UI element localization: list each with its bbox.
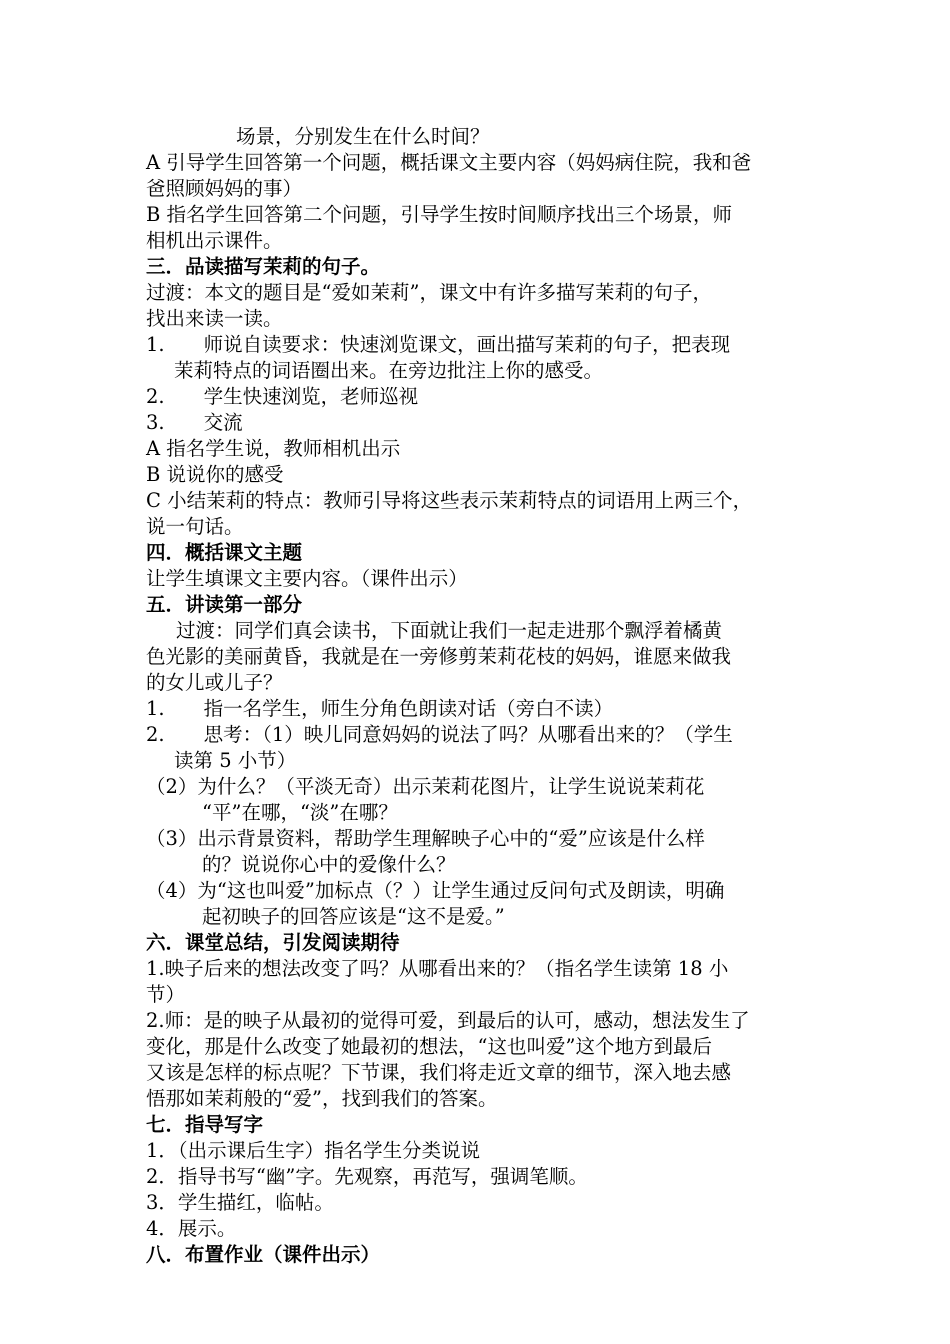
list-item: 1. 师说自读要求：快速浏览课文，画出描写茉莉的句子，把表现 [146, 333, 731, 356]
text-line: 2.师：是的映子从最初的觉得可爱，到最后的认可，感动，想法发生了 [146, 1009, 750, 1032]
text-line: 变化，那是什么改变了她最初的想法，“这也叫爱”这个地方到最后 [146, 1035, 712, 1058]
list-item: 3. 交流 [146, 411, 243, 434]
list-item: 4．展示。 [146, 1217, 237, 1240]
list-item: 2. 思考：（1）映儿同意妈妈的说法了吗？从哪看出来的？（学生 [146, 723, 733, 746]
text-line: 让学生填课文主要内容。（课件出示） [146, 567, 468, 590]
text-line: 起初映子的回答应该是“这不是爱。” [202, 905, 505, 928]
text-line: 相机出示课件。 [146, 229, 283, 252]
text-line: （2）为什么？（平淡无奇）出示茉莉花图片，让学生说说茉莉花 [146, 775, 705, 798]
section-heading: 六．课堂总结，引发阅读期待 [146, 931, 400, 954]
text-line: （4）为“这也叫爱”加标点（？）让学生通过反问句式及朗读，明确 [146, 879, 725, 902]
text-line: 又该是怎样的标点呢？下节课，我们将走近文章的细节，深入地去感 [146, 1061, 732, 1084]
text-line: 悟那如茉莉般的“爱”，找到我们的答案。 [146, 1087, 498, 1110]
text-line: 过渡：本文的题目是“爱如茉莉”，课文中有许多描写茉莉的句子， [146, 281, 712, 304]
section-heading: 五．讲读第一部分 [146, 593, 303, 616]
section-heading: 八．布置作业（课件出示） [146, 1243, 381, 1266]
text-line: 的？说说你心中的爱像什么？ [202, 853, 456, 876]
text-line: C 小结茉莉的特点：教师引导将这些表示茉莉特点的词语用上两三个， [146, 489, 753, 512]
text-line: 的女儿或儿子？ [146, 671, 283, 694]
text-line: （3）出示背景资料，帮助学生理解映子心中的“爱”应该是什么样 [146, 827, 705, 850]
text-line: 色光影的美丽黄昏，我就是在一旁修剪茉莉花枝的妈妈，谁愿来做我 [146, 645, 732, 668]
text-line: 说一句话。 [146, 515, 244, 538]
text-line: 1.映子后来的想法改变了吗？从哪看出来的？（指名学生读第 18 小 [146, 957, 729, 980]
text-line: 过渡：同学们真会读书，下面就让我们一起走进那个飘浮着橘黄 [176, 619, 723, 642]
text-line: B 指名学生回答第二个问题，引导学生按时间顺序找出三个场景，师 [146, 203, 733, 226]
text-line: A 指名学生说，教师相机出示 [146, 437, 401, 460]
text-line: 找出来读一读。 [146, 307, 283, 330]
text-line: 节） [146, 983, 186, 1006]
section-heading: 七．指导写字 [146, 1113, 264, 1136]
list-item: 2. 学生快速浏览，老师巡视 [146, 385, 419, 408]
list-item: 1. 指一名学生，师生分角色朗读对话（旁白不读） [146, 697, 614, 720]
list-item: 3．学生描红，临帖。 [146, 1191, 334, 1214]
text-line: 读第 5 小节） [174, 749, 297, 772]
text-line: B 说说你的感受 [146, 463, 284, 486]
text-line: 茉莉特点的词语圈出来。在旁边批注上你的感受。 [174, 359, 604, 382]
list-item: 2．指导书写“幽”字。先观察，再范写，强调笔顺。 [146, 1165, 588, 1188]
section-heading: 三．品读描写茉莉的句子。 [146, 255, 381, 278]
text-line: 爸照顾妈妈的事） [146, 177, 303, 200]
text-line: A 引导学生回答第一个问题，概括课文主要内容（妈妈病住院，我和爸 [146, 151, 752, 174]
text-line: “平”在哪，“淡”在哪？ [202, 801, 398, 824]
text-line: 场景，分别发生在什么时间？ [236, 125, 490, 148]
list-item: 1．（出示课后生字）指名学生分类说说 [146, 1139, 481, 1162]
section-heading: 四．概括课文主题 [146, 541, 303, 564]
